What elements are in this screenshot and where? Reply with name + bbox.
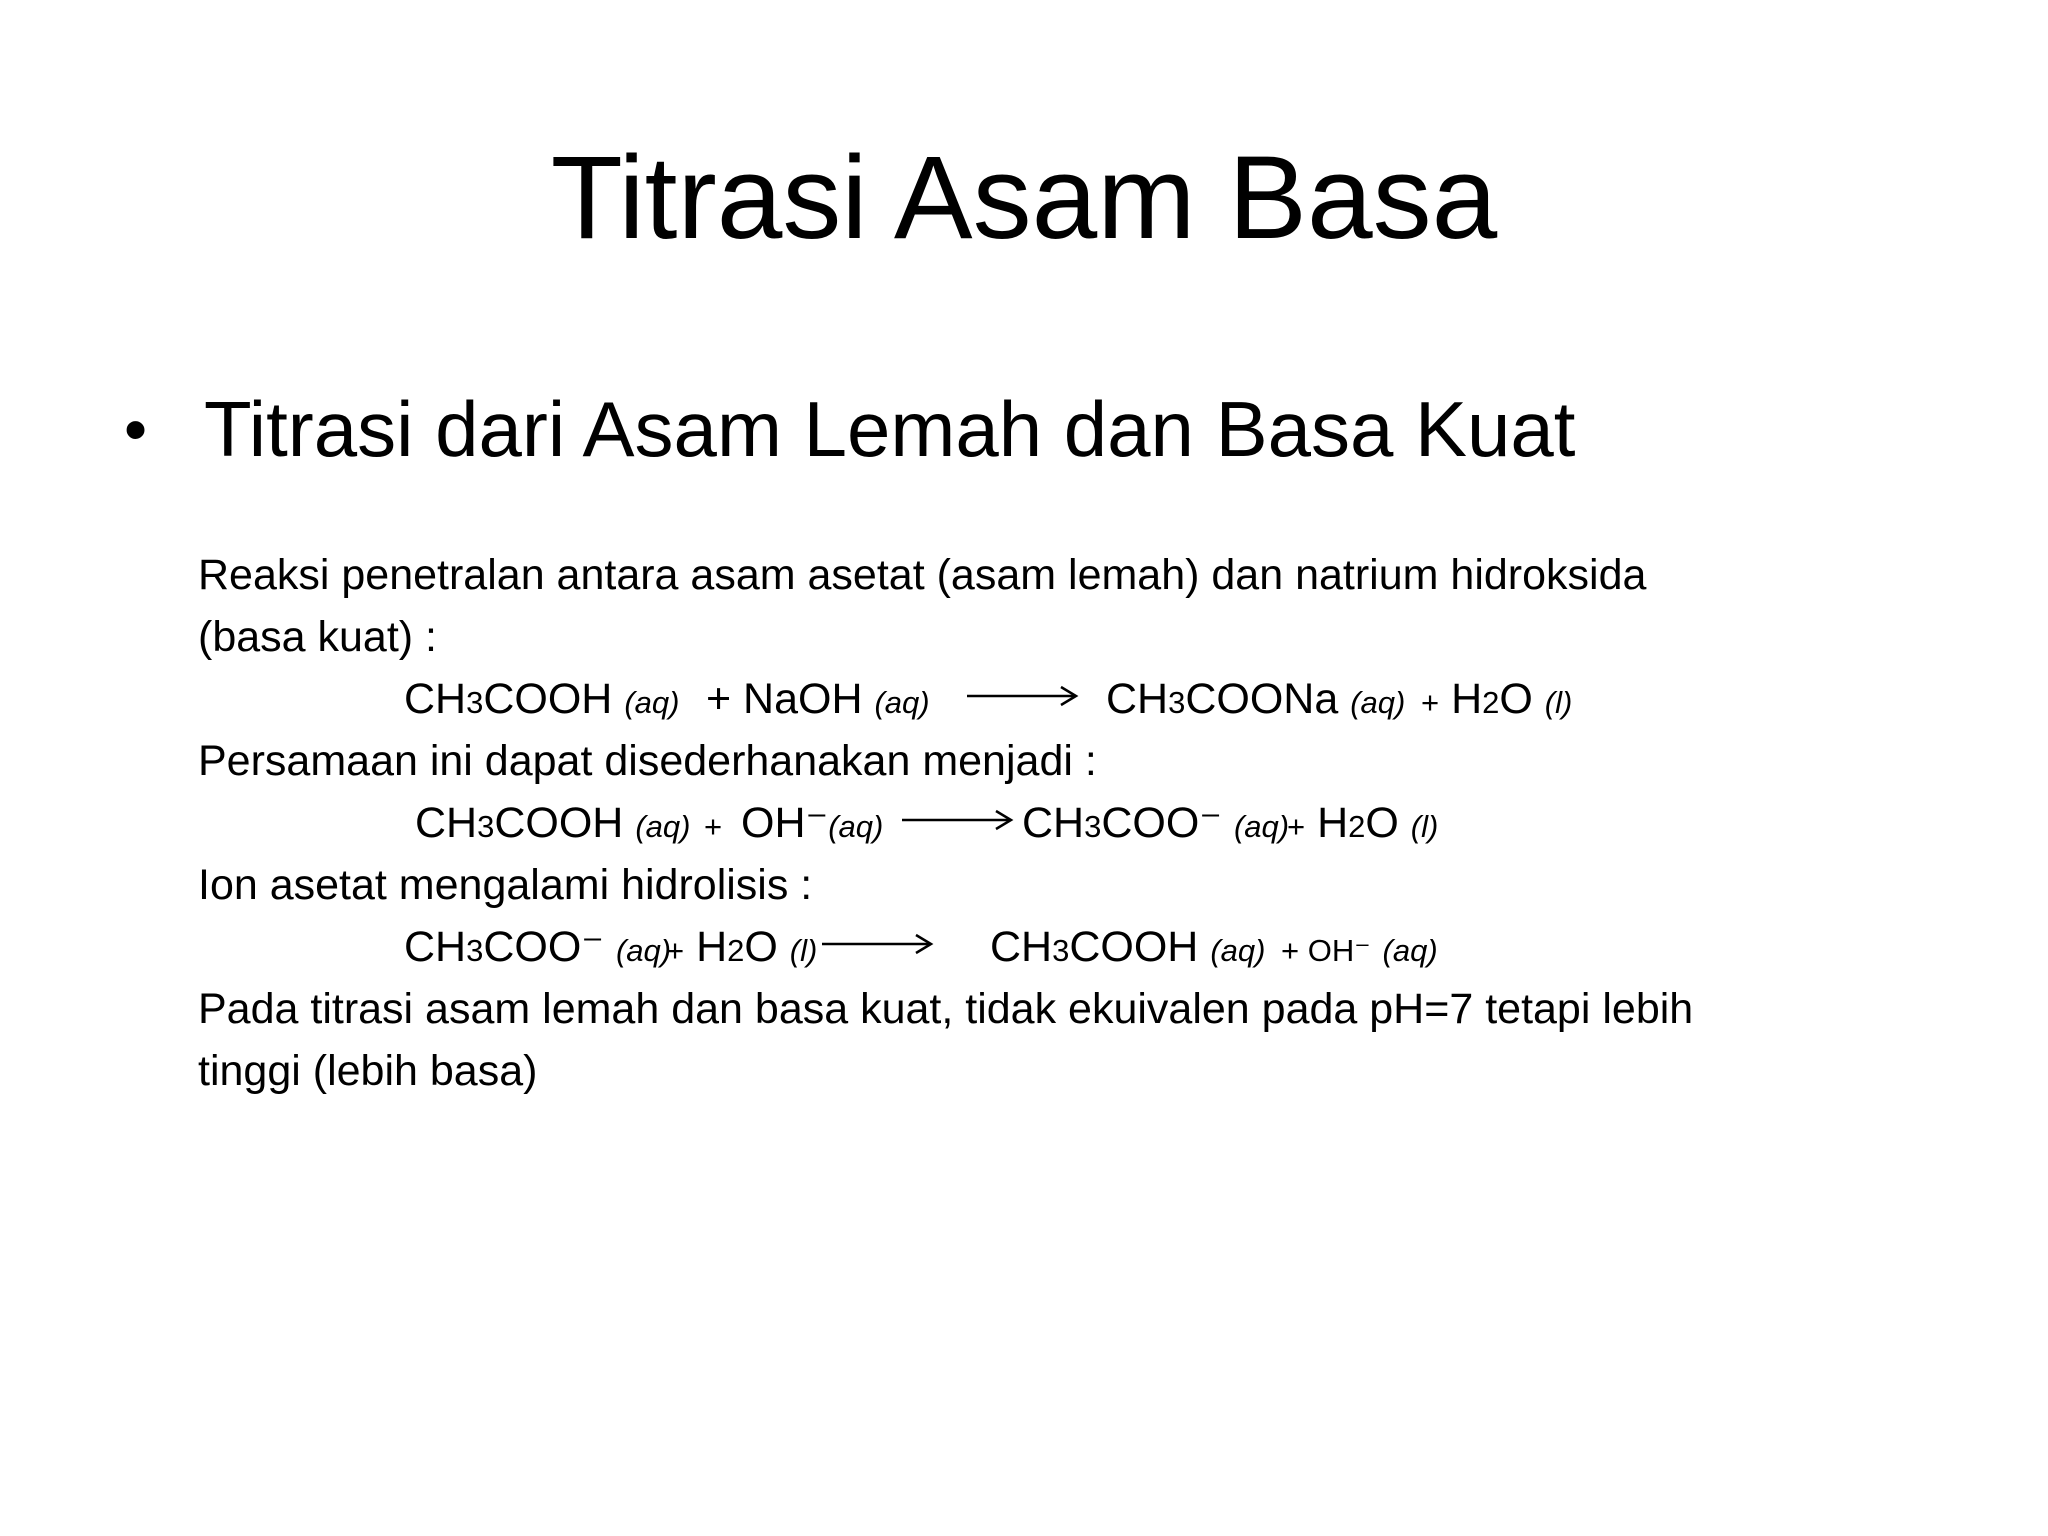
eq3-product-1: CH3COOH (aq) bbox=[990, 923, 1266, 971]
eq2-plus: + bbox=[704, 809, 723, 844]
eq3-reactant-1: CH3COO⁻ (aq) bbox=[404, 923, 672, 971]
eq1-product-2: + H2O (l) bbox=[1421, 675, 1573, 723]
bullet-dot-icon: • bbox=[124, 392, 148, 466]
simplify-text: Persamaan ini dapat disederhanakan menjadi : bbox=[198, 737, 1097, 785]
eq2-product-1: CH3COO⁻ (aq) bbox=[1022, 799, 1290, 847]
bullet-heading bbox=[124, 384, 1575, 474]
eq3-reactant-2: + H2O (l) bbox=[666, 923, 818, 971]
conclusion-text-line2: tinggi (lebih basa) bbox=[198, 1047, 538, 1095]
hydrolysis-text: Ion asetat mengalami hidrolisis : bbox=[198, 861, 813, 909]
eq1-product-1: CH3COONa (aq) bbox=[1106, 675, 1406, 723]
eq3-arrow-icon bbox=[820, 916, 935, 978]
equation-net-ionic bbox=[0, 792, 2048, 854]
eq3-product-2: + OH⁻ (aq) bbox=[1281, 933, 1438, 968]
eq1-arrow-icon bbox=[965, 668, 1080, 730]
eq2-product-2: + H2O (l) bbox=[1287, 799, 1439, 847]
conclusion-text-line1: Pada titrasi asam lemah dan basa kuat, tidak ekuivalen pada pH=7 tetapi lebih bbox=[198, 985, 1694, 1033]
eq1-reactant-1: CH3COOH (aq) bbox=[404, 675, 680, 723]
bullet-heading-text: Titrasi dari Asam Lemah dan Basa Kuat bbox=[204, 385, 1576, 473]
equation-hydrolysis bbox=[0, 916, 2048, 978]
intro-text-line1: Reaksi penetralan antara asam asetat (asam lemah) dan natrium hidroksida bbox=[198, 551, 1647, 599]
eq2-reactant-1: CH3COOH (aq) bbox=[415, 799, 691, 847]
intro-text-line2: (basa kuat) : bbox=[198, 613, 437, 661]
eq1-reactant-2: + NaOH (aq) bbox=[706, 675, 930, 723]
equation-neutralization bbox=[0, 668, 2048, 730]
eq2-reactant-2: OH⁻(aq) bbox=[741, 799, 884, 847]
eq2-arrow-icon bbox=[900, 792, 1015, 854]
slide-title: Titrasi Asam Basa bbox=[550, 132, 1498, 264]
